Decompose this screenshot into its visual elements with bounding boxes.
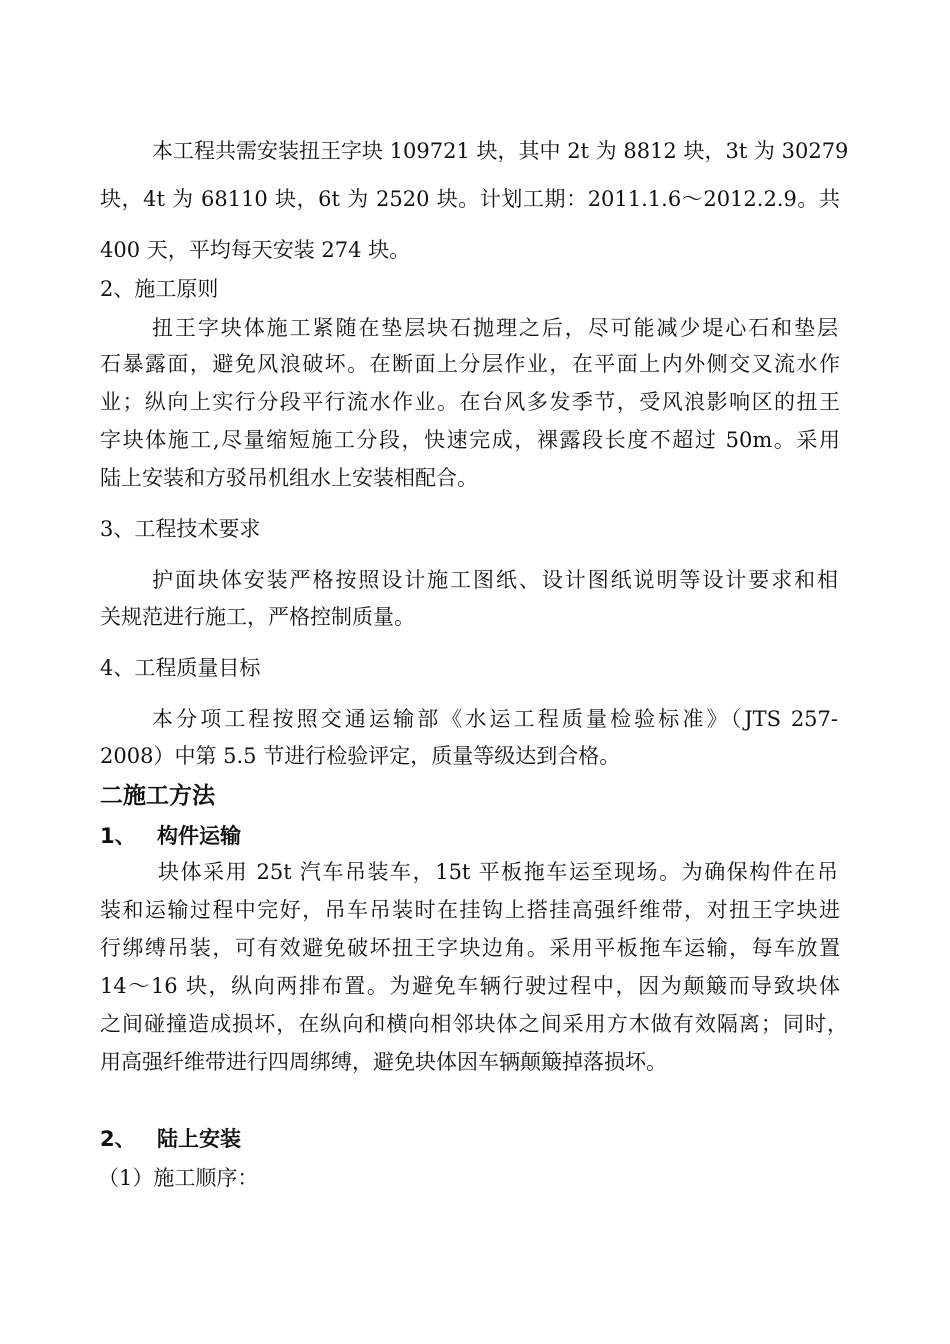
- principles-heading: 2、施工原则: [100, 277, 219, 301]
- principles-line-2: 石暴露面，避免风浪破坏。在断面上分层作业，在平面上内外侧交叉流水作: [100, 352, 840, 376]
- section-heading: 二施工方法: [100, 783, 215, 809]
- principles-line-4: 字块体施工,尽量缩短施工分段，快速完成，裸露段长度不超过 50m。采用: [100, 428, 840, 452]
- transport-line-3: 行绑缚吊装，可有效避免破坏扭王字块边角。采用平板拖车运输，每车放置: [100, 936, 840, 960]
- transport-line-2: 装和运输过程中完好，吊车吊装时在挂钩上搭挂高强纤维带，对扭王字块进: [100, 898, 840, 922]
- intro-line-2: 块，4t 为 68110 块，6t 为 2520 块。计划工期：2011.1.6～2012.2.9。共: [100, 187, 840, 211]
- tech-heading: 3、工程技术要求: [100, 517, 261, 541]
- intro-line-1: 本工程共需安装扭王字块 109721 块，其中 2t 为 8812 块，3t 为 30279: [152, 139, 849, 163]
- transport-line-5: 之间碰撞造成损坏，在纵向和横向相邻块体之间采用方木做有效隔离；同时，: [100, 1012, 848, 1036]
- installation-item-1: （1）施工顺序：: [98, 1166, 259, 1190]
- subsection-1-number: 1、: [100, 824, 136, 848]
- principles-line-3: 业；纵向上实行分段平行流水作业。在台风多发季节，受风浪影响区的扭王: [100, 390, 840, 414]
- transport-line-1: 块体采用 25t 汽车吊装车，15t 平板拖车运至现场。为确保构件在吊: [158, 860, 838, 884]
- subsection-2-number: 2、: [100, 1127, 136, 1151]
- quality-heading: 4、工程质量目标: [100, 656, 261, 680]
- transport-line-4: 14～16 块，纵向两排布置。为避免车辆行驶过程中，因为颠簸而导致块体: [100, 974, 840, 998]
- principles-line-1: 扭王字块体施工紧随在垫层块石抛理之后，尽可能减少堤心石和垫层: [152, 316, 838, 340]
- subsection-2-title: 陆上安装: [157, 1127, 241, 1151]
- tech-line-2: 关规范进行施工，严格控制质量。: [100, 605, 415, 629]
- quality-line-1: 本分项工程按照交通运输部《水运工程质量检验标准》（JTS 257-: [152, 707, 838, 731]
- principles-line-5: 陆上安装和方驳吊机组水上安装相配合。: [100, 466, 478, 490]
- intro-line-3: 400 天，平均每天安装 274 块。: [100, 238, 411, 262]
- subsection-1-heading: [100, 826, 241, 847]
- subsection-1-title: 构件运输: [157, 824, 241, 848]
- subsection-2-heading: [100, 1129, 241, 1150]
- tech-line-1: 护面块体安装严格按照设计施工图纸、设计图纸说明等设计要求和相: [152, 568, 838, 592]
- transport-line-6: 用高强纤维带进行四周绑缚，避免块体因车辆颠簸掉落损坏。: [100, 1050, 667, 1074]
- quality-line-2: 2008）中第 5.5 节进行检验评定，质量等级达到合格。: [100, 744, 621, 768]
